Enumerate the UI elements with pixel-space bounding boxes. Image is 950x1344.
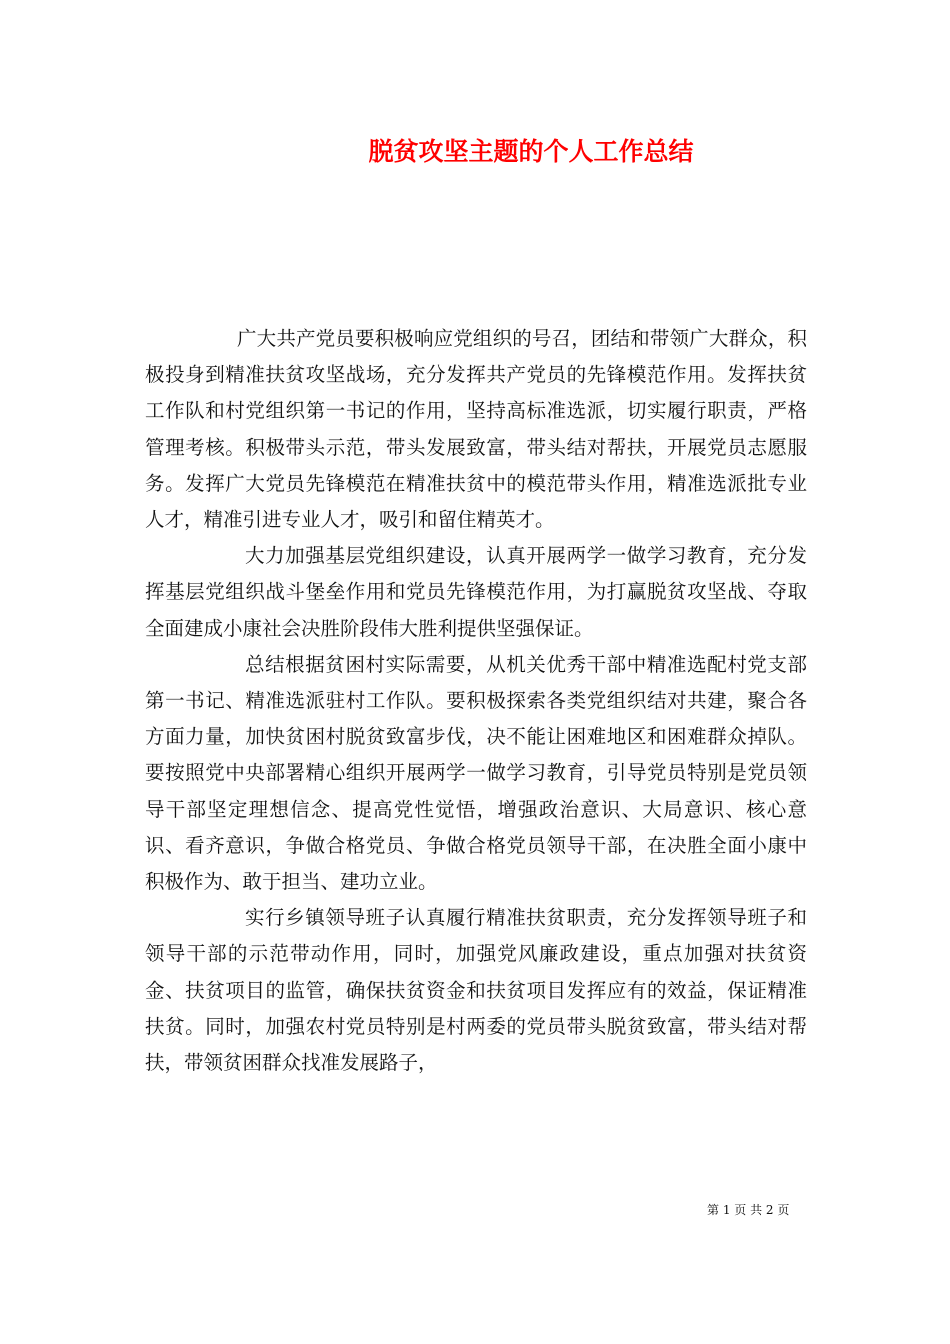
- page-number-footer: 第 1 页 共 2 页: [707, 1203, 790, 1217]
- document-title: 脱贫攻坚主题的个人工作总结: [368, 137, 694, 166]
- paragraph-4: 实行乡镇领导班子认真履行精准扶贫职责，充分发挥领导班子和领导干部的示范带动作用，同时，加强党风廉政建设，重点加强对扶贫资金、扶贫项目的监管，确保扶贫资金和扶贫项目发挥应有的效益，保证精准扶贫。同时，加强农村党员特别是村两委的党员带头脱贫致富，带头结对帮扶，带领贫困群众找准发展路子，: [145, 906, 807, 1075]
- paragraph-2: 大力加强基层党组织建设，认真开展两学一做学习教育，充分发挥基层党组织战斗堡垒作用和党员先锋模范作用，为打赢脱贫攻坚战、夺取全面建成小康社会决胜阶段伟大胜利提供坚强保证。: [145, 544, 807, 640]
- paragraph-1: 广大共产党员要积极响应党组织的号召，团结和带领广大群众，积极投身到精准扶贫攻坚战场，充分发挥共产党员的先锋模范作用。发挥扶贫工作队和村党组织第一书记的作用，坚持高标准选派，切实履行职责，严格管理考核。积极带头示范，带头发展致富，带头结对帮扶，开展党员志愿服务。发挥广大党员先锋模范在精准扶贫中的模范带头作用，精准选派批专业人才，精准引进专业人才，吸引和留住精英才。: [145, 327, 807, 532]
- paragraph-3: 总结根据贫困村实际需要，从机关优秀干部中精准选配村党支部第一书记、精准选派驻村工作队。要积极探索各类党组织结对共建，聚合各方面力量，加快贫困村脱贫致富步伐，决不能让困难地区和困难群众掉队。要按照党中央部署精心组织开展两学一做学习教育，引导党员特别是党员领导干部坚定理想信念、提高党性觉悟，增强政治意识、大局意识、核心意识、看齐意识，争做合格党员、争做合格党员领导干部，在决胜全面小康中积极作为、敢于担当、建功立业。: [145, 652, 807, 894]
- document-body: [145, 321, 807, 1081]
